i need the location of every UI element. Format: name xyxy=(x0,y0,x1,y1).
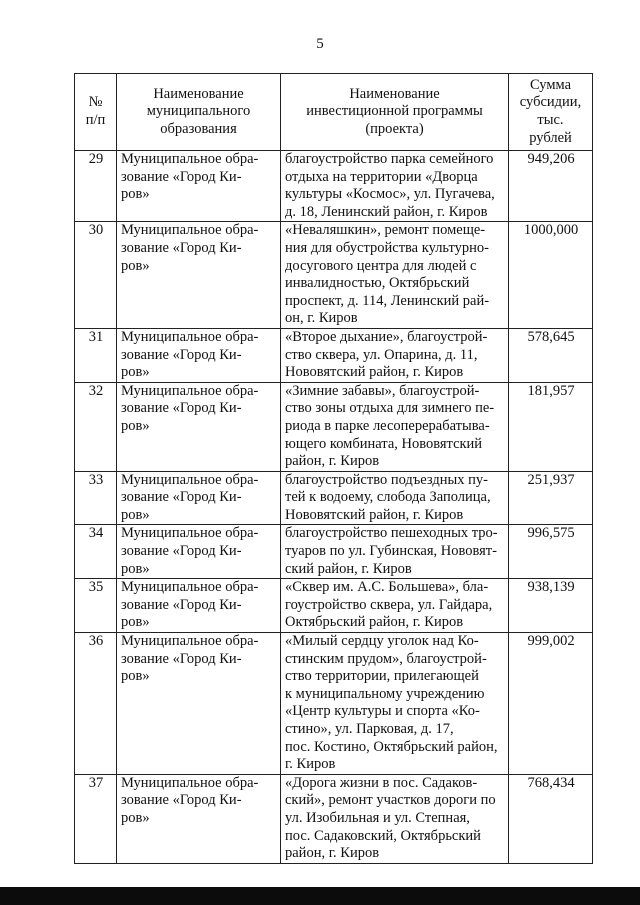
header-program: Наименование инвестиционной программы (проекта) xyxy=(281,74,509,151)
table-row xyxy=(75,328,593,382)
row-program: «Дорога жизни в пос. Садаков- ский», ремонт участков дороги по ул. Изобильная и ул. Степная, пос. Садаковский, Октябрьский район, г. Киров xyxy=(281,774,509,863)
row-sum: 578,645 xyxy=(509,328,593,382)
table-row xyxy=(75,525,593,579)
table-row xyxy=(75,774,593,863)
row-number: 33 xyxy=(75,471,117,525)
row-program: «Зимние забавы», благоустрой- ство зоны отдыха для зимнего пе- риода в парке лесоперерабатыва- ющего комбината, Нововятский район, г. Киров xyxy=(281,382,509,471)
table-row xyxy=(75,471,593,525)
scan-edge-bar xyxy=(0,887,640,905)
row-sum: 996,575 xyxy=(509,525,593,579)
row-program: благоустройство пешеходных тро- туаров по ул. Губинская, Нововят- ский район, г. Киров xyxy=(281,525,509,579)
row-sum: 938,139 xyxy=(509,579,593,633)
header-sum: Сумма субсидии, тыс. рублей xyxy=(509,74,593,151)
table-row xyxy=(75,382,593,471)
row-sum: 1000,000 xyxy=(509,222,593,329)
row-program: благоустройство парка семейного отдыха на территории «Дворца культуры «Космос», ул. Пугачева, д. 18, Ленинский район, г. Киров xyxy=(281,151,509,222)
row-sum: 181,957 xyxy=(509,382,593,471)
row-municipality: Муниципальное обра- зование «Город Ки- ров» xyxy=(117,633,281,775)
row-number: 34 xyxy=(75,525,117,579)
row-number: 32 xyxy=(75,382,117,471)
row-municipality: Муниципальное обра- зование «Город Ки- ров» xyxy=(117,382,281,471)
row-municipality: Муниципальное обра- зование «Город Ки- ров» xyxy=(117,151,281,222)
row-municipality: Муниципальное обра- зование «Город Ки- ров» xyxy=(117,579,281,633)
row-municipality: Муниципальное обра- зование «Город Ки- ров» xyxy=(117,471,281,525)
table-row xyxy=(75,579,593,633)
row-sum: 949,206 xyxy=(509,151,593,222)
row-municipality: Муниципальное обра- зование «Город Ки- ров» xyxy=(117,328,281,382)
row-number: 31 xyxy=(75,328,117,382)
table-row xyxy=(75,633,593,775)
row-number: 37 xyxy=(75,774,117,863)
row-number: 35 xyxy=(75,579,117,633)
row-program: «Второе дыхание», благоустрой- ство сквера, ул. Опарина, д. 11, Нововятский район, г. Киров xyxy=(281,328,509,382)
table-header-row xyxy=(75,74,593,151)
row-program: «Неваляшкин», ремонт помеще- ния для обустройства культурно- досугового центра для людей с инвалидностью, Октябрьский проспект, д. 114, Ленинский рай- он, г. Киров xyxy=(281,222,509,329)
row-sum: 999,002 xyxy=(509,633,593,775)
row-number: 36 xyxy=(75,633,117,775)
table-row xyxy=(75,222,593,329)
subsidy-table xyxy=(74,73,593,864)
table-row xyxy=(75,151,593,222)
row-number: 29 xyxy=(75,151,117,222)
row-sum: 768,434 xyxy=(509,774,593,863)
row-number: 30 xyxy=(75,222,117,329)
row-program: «Сквер им. А.С. Большева», бла- гоустройство сквера, ул. Гайдара, Октябрьский район, г. Киров xyxy=(281,579,509,633)
row-program: «Милый сердцу уголок над Ко- стинским прудом», благоустрой- ство территории, прилегающей к муниципальному учреждению «Центр культуры и спорта «Ко- стино», ул. Парковая, д. 17, пос. Костино, Октябрьский район, г. Киров xyxy=(281,633,509,775)
row-municipality: Муниципальное обра- зование «Город Ки- ров» xyxy=(117,525,281,579)
header-municipality: Наименование муниципального образования xyxy=(117,74,281,151)
page-number: 5 xyxy=(316,36,324,52)
row-program: благоустройство подъездных пу- тей к водоему, слобода Заполица, Нововятский район, г. Киров xyxy=(281,471,509,525)
row-municipality: Муниципальное обра- зование «Город Ки- ров» xyxy=(117,774,281,863)
row-municipality: Муниципальное обра- зование «Город Ки- ров» xyxy=(117,222,281,329)
row-sum: 251,937 xyxy=(509,471,593,525)
header-num: № п/п xyxy=(75,74,117,151)
